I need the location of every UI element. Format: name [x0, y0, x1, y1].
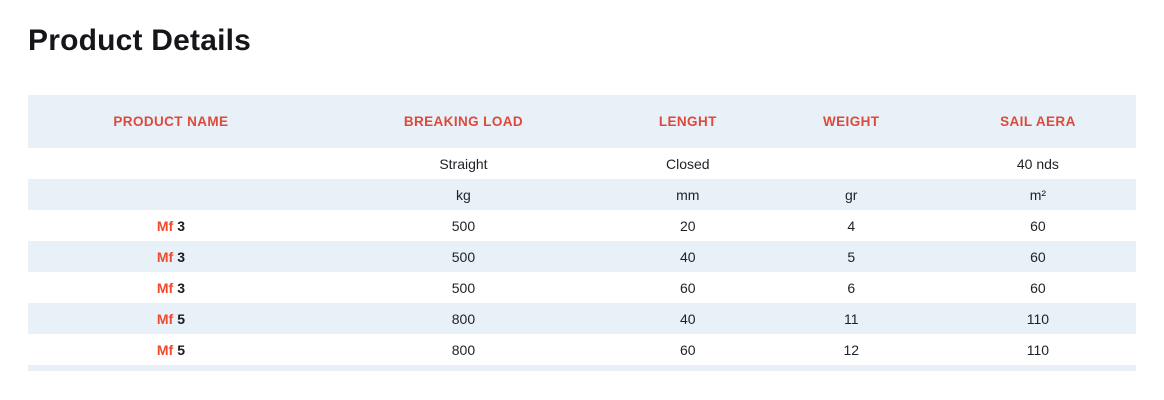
- sail-area-cell: 110: [1026, 310, 1050, 327]
- table-row: [28, 334, 1136, 365]
- subheader-cell-40nds: 40 nds: [1016, 155, 1059, 172]
- unit-cell-kg: kg: [456, 186, 471, 203]
- table-header-row: [28, 95, 1136, 148]
- length-cell: 40: [680, 248, 696, 265]
- breaking-load-cell: 500: [451, 248, 476, 265]
- product-name-cell: [28, 218, 314, 234]
- product-prefix: Mf: [156, 341, 174, 358]
- product-name-cell: [28, 342, 314, 358]
- sail-area-cell: 60: [1030, 217, 1046, 234]
- product-details-table: [28, 95, 1136, 371]
- product-number: 5: [177, 310, 185, 327]
- weight-cell: 11: [843, 310, 859, 327]
- unit-cell-mm: mm: [676, 186, 700, 203]
- weight-cell: 5: [847, 248, 856, 265]
- table-bottom-cap: [28, 365, 1136, 371]
- column-header-product-name: PRODUCT NAME: [113, 114, 229, 129]
- subheader-cell-straight: Straight: [439, 155, 488, 172]
- unit-cell-m2: m²: [1029, 186, 1047, 203]
- table-row: [28, 210, 1136, 241]
- product-number: 3: [177, 217, 185, 234]
- column-header-breaking-load: BREAKING LOAD: [403, 114, 524, 129]
- length-cell: 20: [680, 217, 696, 234]
- weight-cell: 4: [847, 217, 856, 234]
- product-number: 3: [177, 248, 185, 265]
- sail-area-cell: 60: [1030, 279, 1046, 296]
- table-row: [28, 303, 1136, 334]
- product-name-cell: [28, 249, 314, 265]
- weight-cell: 6: [847, 279, 856, 296]
- product-prefix: Mf: [156, 279, 174, 296]
- length-cell: 60: [680, 341, 696, 358]
- breaking-load-cell: 500: [451, 279, 476, 296]
- sail-area-cell: 110: [1026, 341, 1050, 358]
- product-name-cell: [28, 311, 314, 327]
- breaking-load-cell: 800: [451, 341, 476, 358]
- column-header-weight: WEIGHT: [823, 114, 880, 129]
- page-title: Product Details: [28, 24, 252, 57]
- subheader-row-units: [28, 179, 1136, 210]
- breaking-load-cell: 500: [451, 217, 476, 234]
- product-name-cell: [28, 280, 314, 296]
- table-row: [28, 272, 1136, 303]
- breaking-load-cell: 800: [451, 310, 476, 327]
- length-cell: 40: [680, 310, 696, 327]
- subheader-cell-closed: Closed: [666, 155, 710, 172]
- product-prefix: Mf: [156, 217, 174, 234]
- product-prefix: Mf: [156, 248, 174, 265]
- unit-cell-gr: gr: [845, 186, 858, 203]
- subheader-row-condition: [28, 148, 1136, 179]
- column-header-sail-area: SAIL AERA: [1000, 114, 1076, 129]
- weight-cell: 12: [843, 341, 860, 358]
- product-number: 3: [177, 279, 185, 296]
- length-cell: 60: [680, 279, 696, 296]
- table-row: [28, 241, 1136, 272]
- product-prefix: Mf: [156, 310, 174, 327]
- sail-area-cell: 60: [1030, 248, 1046, 265]
- product-number: 5: [177, 341, 185, 358]
- table-body: [28, 148, 1136, 365]
- column-header-length: LENGHT: [658, 114, 717, 129]
